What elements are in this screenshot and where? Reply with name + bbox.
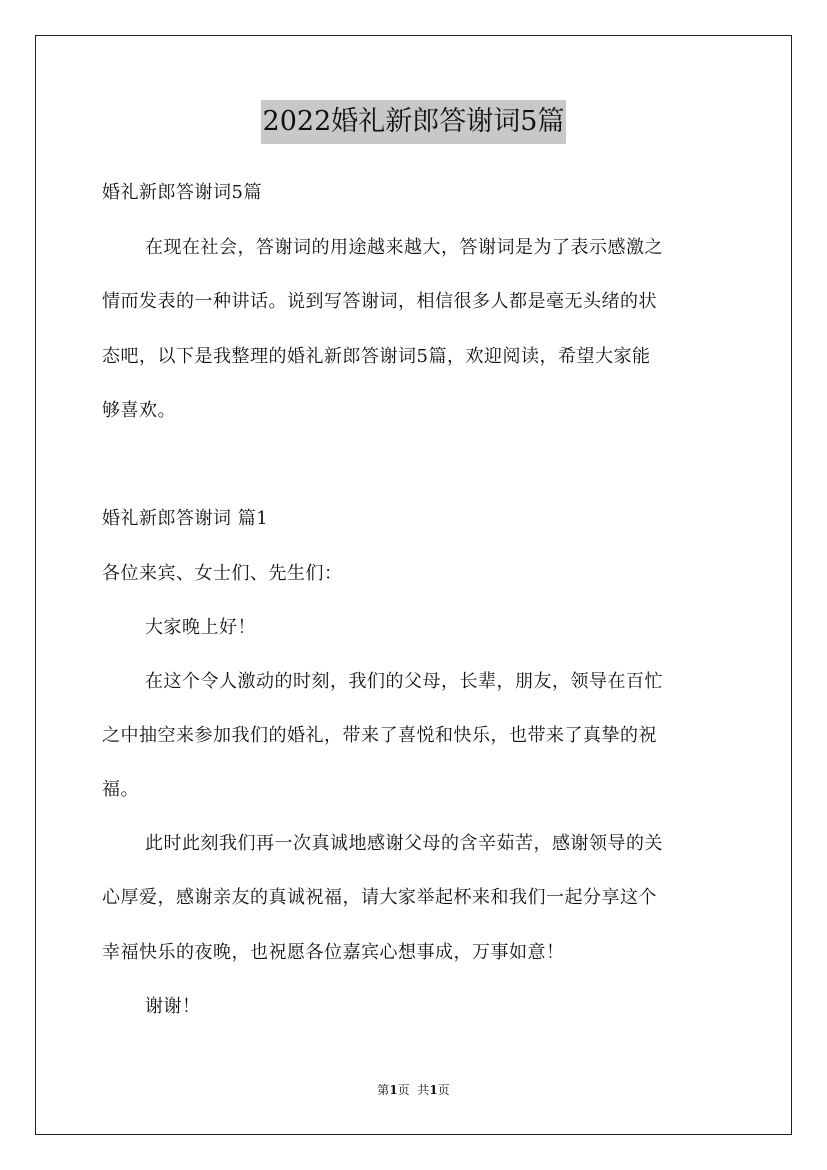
- section-heading: 婚礼新郎答谢词 篇1: [102, 508, 269, 529]
- salutation: 各位来宾、女士们、先生们：: [102, 563, 343, 584]
- thanks-line: 谢谢！: [145, 996, 201, 1017]
- intro-line-4: 够喜欢。: [102, 400, 176, 421]
- page-footer: [0, 1082, 827, 1098]
- footer-prefix: 第: [377, 1083, 390, 1097]
- footer-mid: 页 共: [397, 1083, 430, 1097]
- paragraph-1-line-1: 在这个令人激动的时刻，我们的父母，长辈，朋友，领导在百忙: [145, 671, 663, 692]
- paragraph-1-line-3: 福。: [102, 779, 139, 800]
- footer-total-pages: 1: [429, 1083, 438, 1097]
- intro-line-3: 态吧，以下是我整理的婚礼新郎答谢词5篇，欢迎阅读，希望大家能: [102, 346, 651, 367]
- footer-suffix: 页: [437, 1083, 450, 1097]
- subtitle: 婚礼新郎答谢词5篇: [102, 182, 262, 203]
- paragraph-1-line-2: 之中抽空来参加我们的婚礼，带来了喜悦和快乐，也带来了真挚的祝: [102, 725, 657, 746]
- intro-line-1: 在现在社会，答谢词的用途越来越大，答谢词是为了表示感激之: [145, 237, 663, 258]
- greeting: 大家晚上好！: [145, 617, 256, 638]
- paragraph-2-line-3: 幸福快乐的夜晚，也祝愿各位嘉宾心想事成，万事如意！: [102, 942, 565, 963]
- paragraph-2-line-1: 此时此刻我们再一次真诚地感谢父母的含辛茹苦，感谢领导的关: [145, 833, 663, 854]
- document-title: 2022婚礼新郎答谢词5篇: [261, 100, 567, 144]
- footer-page-number: 1: [389, 1083, 398, 1097]
- intro-line-2: 情而发表的一种讲话。说到写答谢词，相信很多人都是毫无头绪的状: [102, 291, 657, 312]
- title-wrap: [0, 100, 827, 144]
- paragraph-2-line-2: 心厚爱，感谢亲友的真诚祝福，请大家举起杯来和我们一起分享这个: [102, 887, 657, 908]
